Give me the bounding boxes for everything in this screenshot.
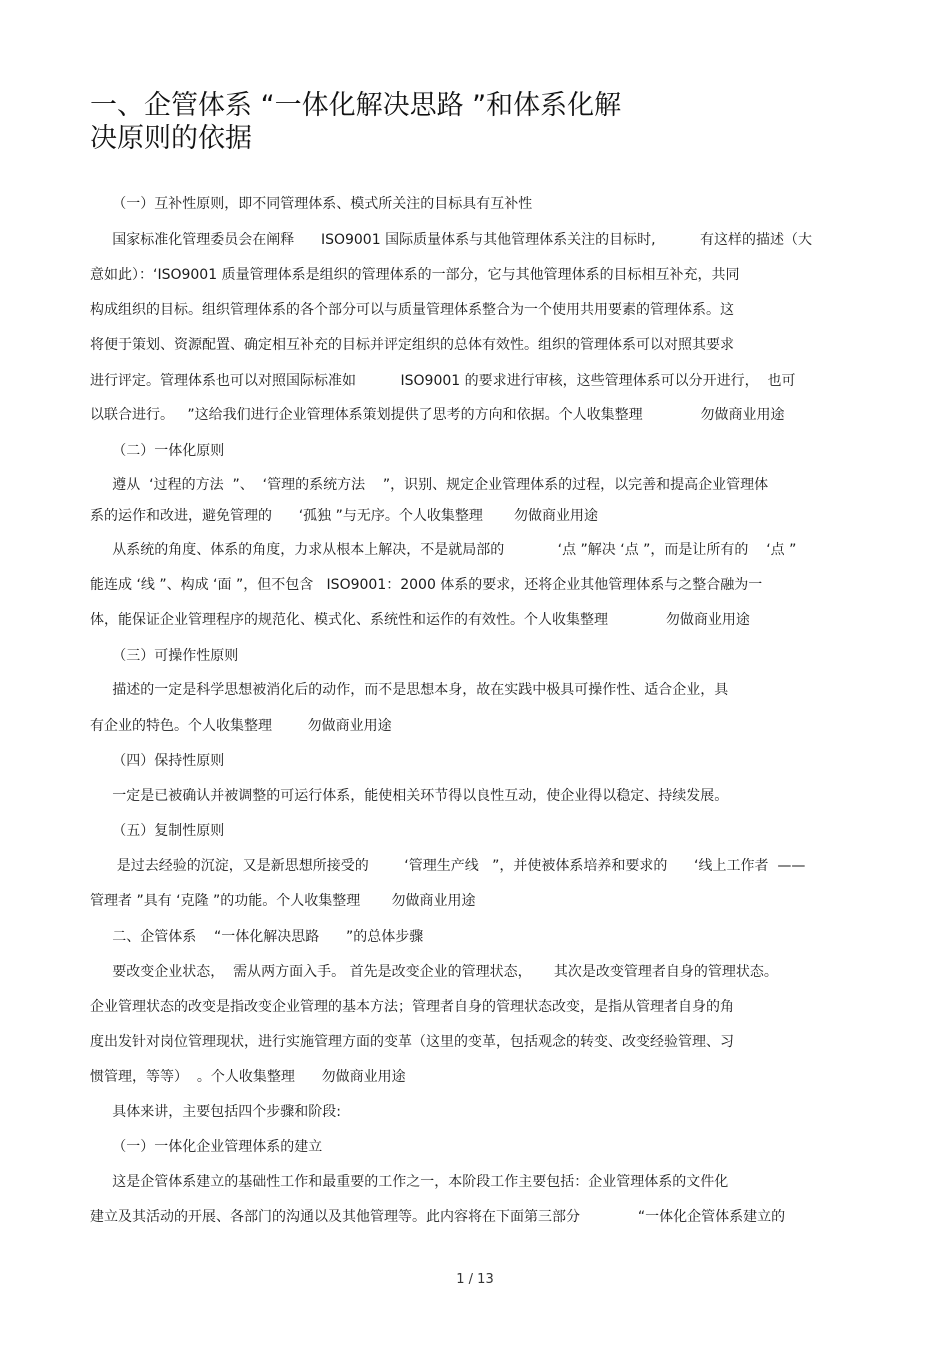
text-line: 管理者 ”具有 ‘克隆 ”的功能。个人收集整理 勿做商业用途	[90, 893, 476, 909]
text-line: 构成组织的目标。组织管理体系的各个部分可以与质量管理体系整合为一个使用共用要素的管理体系。这	[90, 302, 734, 318]
text-line: 体，能保证企业管理程序的规范化、模式化、系统性和运作的有效性。个人收集整理 勿做商业用途	[90, 612, 750, 628]
page-number: 1 / 13	[456, 1272, 494, 1287]
section-heading: （四）保持性原则	[90, 753, 225, 769]
text-line: 将便于策划、资源配置、确定相互补充的目标并评定组织的总体有效性。组织的管理体系可以对照其要求	[90, 337, 734, 353]
document-title-line-1: 一、企管体系 “一体化解决思路 ”和体系化解	[90, 90, 622, 121]
text-line: 一定是已被确认并被调整的可运行体系，能使相关环节得以良性互动，使企业得以稳定、持续发展。	[90, 788, 729, 804]
section-heading: （一）一体化企业管理体系的建立	[90, 1139, 323, 1155]
text-line: 建立及其活动的开展、各部门的沟通以及其他管理等。此内容将在下面第三部分 “一体化企管体系建立的	[90, 1209, 786, 1225]
text-line: 描述的一定是科学思想被消化后的动作，而不是思想本身，故在实践中极具可操作性、适合企业，具	[90, 682, 729, 698]
text-line: 进行评定。管理体系也可以对照国际标准如 ISO9001 的要求进行审核，这些管理体系可以分开进行， 也可	[90, 373, 796, 389]
section-heading: （三）可操作性原则	[90, 648, 239, 664]
section-heading: 二、企管体系 “一体化解决思路 ”的总体步骤	[90, 929, 424, 945]
text-line: 这是企管体系建立的基础性工作和最重要的工作之一，本阶段工作主要包括：企业管理体系的文件化	[90, 1174, 729, 1190]
text-line: 有企业的特色。个人收集整理 勿做商业用途	[90, 718, 392, 734]
text-line: 是过去经验的沉淀，又是新思想所接受的 ‘管理生产线 ”，并使被体系培养和要求的 ‘线上工作者 ——	[90, 858, 806, 874]
text-line: 企业管理状态的改变是指改变企业管理的基本方法；管理者自身的管理状态改变，是指从管理者自身的角	[90, 999, 734, 1015]
text-line: 惯管理，等等） 。个人收集整理 勿做商业用途	[90, 1069, 406, 1085]
text-line: 以联合进行。 ”这给我们进行企业管理体系策划提供了思考的方向和依据。个人收集整理 勿做商业用途	[90, 407, 785, 423]
text-line: 具体来讲，主要包括四个步骤和阶段:	[90, 1104, 341, 1120]
section-heading: （二）一体化原则	[90, 443, 225, 459]
text-line: （一）互补性原则，即不同管理体系、模式所关注的目标具有互补性	[90, 196, 533, 212]
text-line: 系的运作和改进，避免管理的 ‘孤独 ”与无序。个人收集整理 勿做商业用途	[90, 508, 599, 524]
section-heading: （五）复制性原则	[90, 823, 225, 839]
text-line: 国家标准化管理委员会在阐释 ISO9001 国际质量体系与其他管理体系关注的目标时, 有这样的描述（大	[90, 232, 813, 248]
document-title-line-2: 决原则的依据	[90, 123, 252, 154]
text-line: 要改变企业状态， 需从两方面入手。 首先是改变企业的管理状态， 其次是改变管理者自身的管理状态。	[90, 964, 778, 980]
text-line: 从系统的角度、体系的角度，力求从根本上解决，不是就局部的 ‘点 ”解决 ‘点 ”，而是让所有的 ‘点 ”	[90, 542, 797, 558]
text-line: 遵从 ‘过程的方法 ”、 ‘管理的系统方法 ”，识别、规定企业管理体系的过程，以完善和提高企业管理体	[90, 477, 769, 493]
text-line: 度出发针对岗位管理现状，进行实施管理方面的变革（这里的变革，包括观念的转变、改变经验管理、习	[90, 1034, 734, 1050]
text-line: 意如此）：‘ISO9001 质量管理体系是组织的管理体系的一部分，它与其他管理体系的目标相互补充，共同	[90, 267, 740, 283]
text-line: 能连成 ‘线 ”、构成 ‘面 ”，但不包含 ISO9001：2000 体系的要求，还将企业其他管理体系与之整合融为一	[90, 577, 763, 593]
